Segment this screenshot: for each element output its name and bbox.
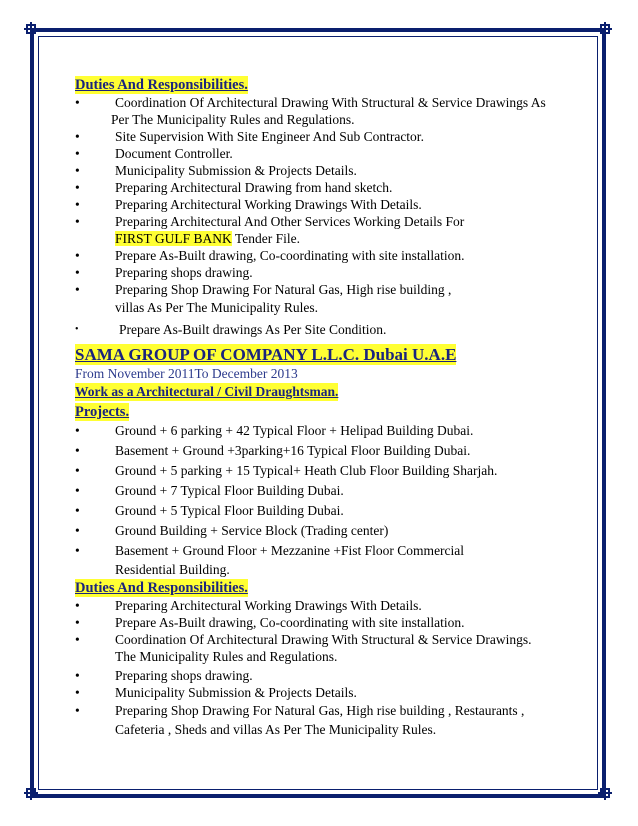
- list-item: • Preparing Shop Drawing For Natural Gas, High rise building , villas As Per The Municipality Rules.: [75, 282, 452, 315]
- list-item: • Preparing shops drawing.: [75, 265, 253, 280]
- corner-ornament-icon: [598, 22, 612, 36]
- duties-list: [75, 94, 595, 338]
- list-item: • Preparing Architectural And Other Services Working Details For FIRST GULF BANK Tender File.: [75, 214, 465, 246]
- list-item: • Ground Building + Service Block (Trading center): [75, 523, 389, 538]
- list-item: • Ground + 5 Typical Floor Building Dubai.: [75, 503, 344, 518]
- list-item: • Document Controller.: [75, 146, 233, 161]
- projects-list: [75, 421, 595, 579]
- list-item: • Basement + Ground +3parking+16 Typical Floor Building Dubai.: [75, 443, 471, 458]
- corner-ornament-icon: [24, 22, 38, 36]
- job-role: Work as a Architectural / Civil Draughtsman.: [75, 384, 339, 399]
- list-item: • Municipality Submission & Projects Details.: [75, 163, 357, 178]
- list-item: • Preparing shops drawing.: [75, 668, 253, 683]
- document-content: [75, 76, 595, 739]
- list-item: • Ground + 5 parking + 15 Typical+ Heath Club Floor Building Sharjah.: [75, 463, 498, 478]
- duties-list-2: [75, 597, 595, 739]
- list-item: • Coordination Of Architectural Drawing With Structural & Service Drawings As Per The Municipality Rules and Regulations.: [75, 95, 546, 127]
- list-item: • Prepare As-Built drawing, Co-coordinating with site installation.: [75, 615, 465, 630]
- duties-heading-2: Duties And Responsibilities.: [75, 580, 248, 596]
- corner-ornament-icon: [598, 786, 612, 800]
- list-item: • Preparing Architectural Working Drawings With Details.: [75, 598, 422, 613]
- list-item: • Prepare As-Built drawing, Co-coordinating with site installation.: [75, 248, 465, 263]
- list-item: • Municipality Submission & Projects Details.: [75, 685, 357, 700]
- list-item: • Ground + 7 Typical Floor Building Dubai.: [75, 483, 344, 498]
- company-name-heading: SAMA GROUP OF COMPANY L.L.C. Dubai U.A.E: [75, 345, 457, 364]
- list-item: • Coordination Of Architectural Drawing With Structural & Service Drawings. The Municipality Rules and Regulations.: [75, 632, 532, 664]
- duties-heading: Duties And Responsibilities.: [75, 77, 248, 93]
- list-item: • Basement + Ground Floor + Mezzanine +Fist Floor Commercial Residential Building.: [75, 543, 465, 577]
- list-item: • Preparing Architectural Working Drawings With Details.: [75, 197, 422, 212]
- highlighted-bank-name: FIRST GULF BANK: [115, 231, 232, 246]
- list-item: • Ground + 6 parking + 42 Typical Floor + Helipad Building Dubai.: [75, 423, 474, 438]
- list-item: • Prepare As-Built drawings As Per Site Condition.: [75, 322, 387, 337]
- list-item: • Preparing Shop Drawing For Natural Gas, High rise building , Restaurants , Cafeteria , Sheds and villas As Per The Municipality Rules.: [75, 703, 525, 737]
- corner-ornament-icon: [24, 786, 38, 800]
- list-item: • Preparing Architectural Drawing from hand sketch.: [75, 180, 393, 195]
- list-item: • Site Supervision With Site Engineer And Sub Contractor.: [75, 129, 424, 144]
- employment-period: From November 2011To December 2013: [75, 366, 298, 381]
- projects-heading: Projects.: [75, 404, 130, 420]
